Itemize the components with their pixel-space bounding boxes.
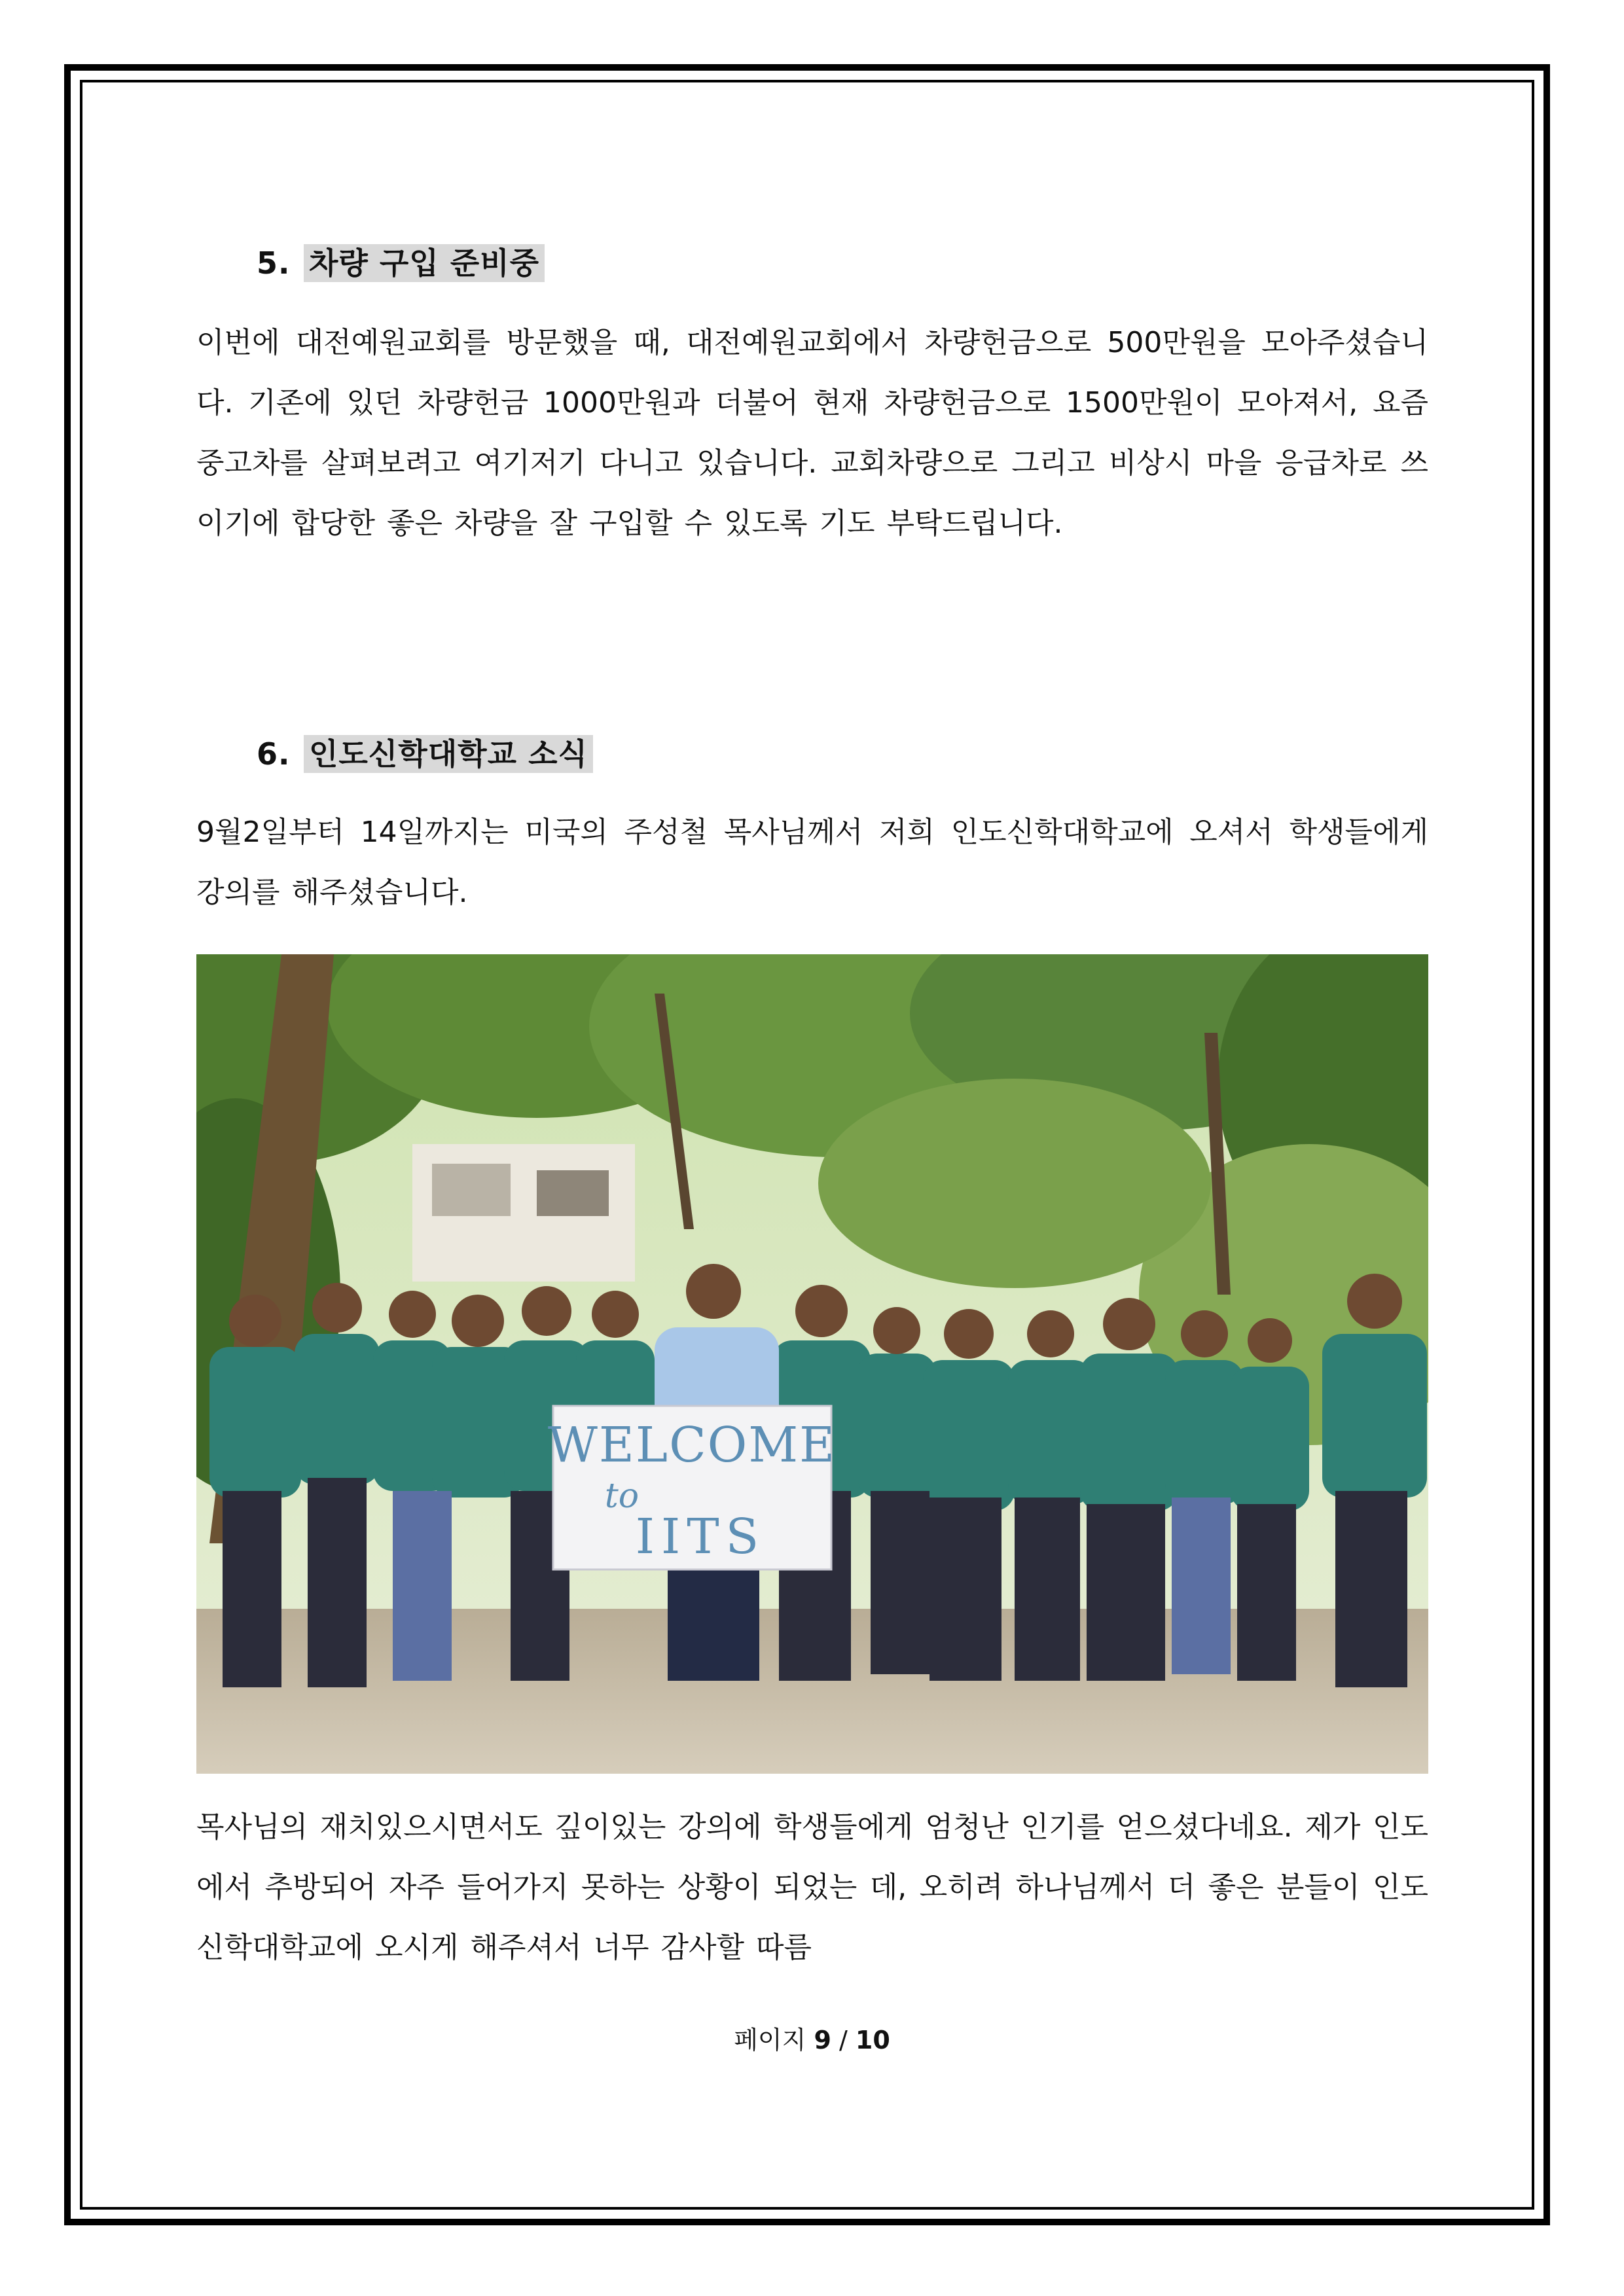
section-5-title: 차량 구입 준비중 [304,244,545,282]
section-6-heading [257,733,593,775]
banner-to-text: to [604,1477,640,1516]
section-5-number: 5. [257,245,291,281]
group-photo [196,954,1428,1774]
page-footer [0,2024,1624,2056]
banner-welcome-text: WELCOME [547,1417,837,1473]
section-6-number: 6. [257,736,291,772]
footer-total-pages: 10 [855,2026,890,2054]
section-6-title: 인도신학대학교 소식 [304,735,593,773]
welcome-banner [548,1406,836,1570]
footer-label: 페이지 [734,2026,806,2054]
section-5-body: 이번에 대전예원교회를 방문했을 때, 대전예원교회에서 차량헌금으로 500만원을 모아주셨습니다. 기존에 있던 차량헌금 1000만원과 더불어 현재 차량헌금으로 1500만원이 모아져서, 요즘 중고차를 살펴보려고 여기저기 다니고 있습니다. 교회차량으로 그리고 비상시 마을 응급차로 쓰이기에 합당한 좋은 차량을 잘 구입할 수 있도록 기도 부탁드립니다. [196,326,1428,540]
banner-iits-text: IITS [635,1509,766,1565]
section-5-heading [257,242,545,284]
footer-separator: / [839,2026,848,2054]
section-6-body: 9월2일부터 14일까지는 미국의 주성철 목사님께서 저희 인도신학대학교에 오셔서 학생들에게 강의를 해주셨습니다. [196,816,1428,909]
closing-paragraph: 목사님의 재치있으시면서도 깊이있는 강의에 학생들에게 엄청난 인기를 얻으셨다네요. 제가 인도에서 추방되어 자주 들어가지 못하는 상황이 되었는 데, 오히려 하나님께서 더 좋은 분들이 인도신학대학교에 오시게 해주셔서 너무 감사할 따름 [196,1810,1428,1964]
footer-current-page: 9 [814,2026,831,2054]
